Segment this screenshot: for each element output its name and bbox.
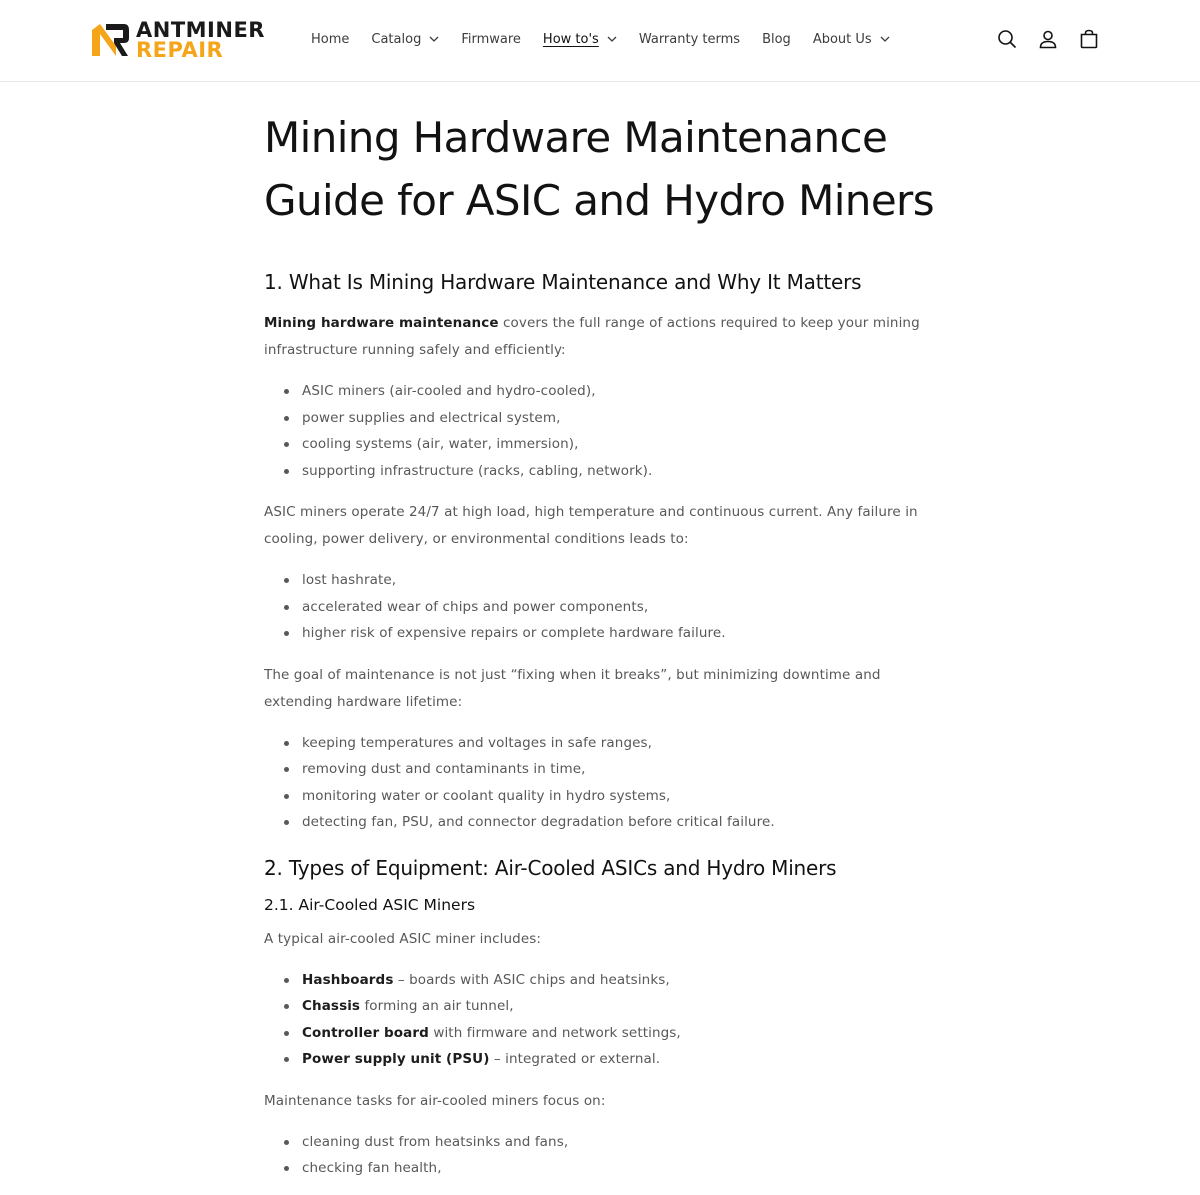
nav-firmware[interactable]	[461, 32, 521, 47]
account-icon	[1038, 29, 1058, 49]
search-icon	[997, 29, 1017, 49]
nav-home[interactable]	[311, 32, 349, 47]
paragraph: ASIC miners operate 24/7 at high load, high temperature and continuous current. Any failure in cooling, power delivery, or environmental conditions leads to:	[264, 504, 918, 547]
logo-text-bottom: REPAIR	[136, 38, 224, 62]
cart-icon	[1079, 29, 1099, 49]
paragraph	[264, 310, 944, 364]
bullet-list	[264, 378, 944, 484]
paragraph-text: covers the full range of actions required to keep your mining infrastructure running safely and efficiently:	[264, 315, 920, 358]
bold-term: Mining hardware maintenance	[264, 315, 499, 331]
list-item	[264, 1020, 944, 1047]
article	[264, 106, 944, 1182]
page-title-line2: Guide for ASIC and Hydro Miners	[264, 176, 935, 225]
paragraph: Maintenance tasks for air-cooled miners focus on:	[264, 1092, 606, 1109]
nav-about-us[interactable]	[813, 32, 890, 47]
list-item: supporting infrastructure (racks, cabling, network).	[264, 458, 944, 485]
account-button[interactable]	[1031, 22, 1065, 56]
bullet-list	[264, 1129, 944, 1182]
list-item-text: – boards with ASIC chips and heatsinks,	[393, 971, 670, 988]
nav-blog-label: Blog	[762, 31, 791, 47]
chevron-down-icon	[880, 36, 890, 42]
nav-how-tos-label: How to's	[542, 31, 599, 47]
list-item	[264, 993, 944, 1020]
bold-term: Hashboards	[302, 971, 394, 988]
bullet-list	[264, 567, 944, 647]
subsection-heading: 2.1. Air-Cooled ASIC Miners	[264, 895, 476, 914]
section-heading-2: 2. Types of Equipment: Air-Cooled ASICs and Hydro Miners	[264, 855, 837, 880]
list-item: lost hashrate,	[264, 567, 944, 594]
list-item-text: with firmware and network settings,	[428, 1024, 681, 1041]
paragraph: A typical air-cooled ASIC miner includes:	[264, 930, 542, 947]
nav-how-tos[interactable]	[543, 32, 617, 47]
nav-firmware-label: Firmware	[461, 31, 521, 47]
list-item: removing dust and contaminants in time,	[264, 756, 944, 783]
bold-term: Chassis	[302, 998, 361, 1014]
list-item	[264, 967, 944, 994]
nav-blog[interactable]	[762, 32, 791, 47]
site-logo[interactable]	[90, 20, 280, 60]
site-header	[0, 0, 1200, 82]
header-icons	[990, 22, 1113, 56]
bullet-list	[264, 730, 944, 836]
list-item-text: – integrated or external.	[489, 1051, 661, 1067]
list-item: checking fan health,	[264, 1155, 944, 1182]
section-heading-1: 1. What Is Mining Hardware Maintenance and Why It Matters	[264, 270, 862, 294]
list-item	[264, 1046, 944, 1073]
list-item: power supplies and electrical system,	[264, 405, 944, 432]
cart-button[interactable]	[1072, 22, 1106, 56]
search-button[interactable]	[990, 22, 1024, 56]
list-item: cooling systems (air, water, immersion),	[264, 431, 944, 458]
chevron-down-icon	[429, 36, 439, 42]
list-item: ASIC miners (air-cooled and hydro-cooled),	[264, 378, 944, 405]
nav-catalog[interactable]	[371, 32, 439, 47]
main-nav	[300, 28, 901, 50]
page-title	[264, 106, 944, 232]
nav-about-us-label: About Us	[812, 31, 872, 47]
list-item: accelerated wear of chips and power components,	[264, 594, 944, 621]
nav-warranty-terms-label: Warranty terms	[638, 31, 741, 47]
chevron-down-icon	[607, 36, 617, 42]
nav-catalog-label: Catalog	[371, 31, 422, 47]
list-item: higher risk of expensive repairs or complete hardware failure.	[264, 620, 944, 647]
logo-mark-icon	[90, 22, 130, 58]
list-item: monitoring water or coolant quality in hydro systems,	[264, 783, 944, 810]
bullet-list	[264, 967, 944, 1073]
list-item: keeping temperatures and voltages in safe ranges,	[264, 730, 944, 757]
list-item-text: forming an air tunnel,	[360, 998, 514, 1014]
bold-term: Power supply unit (PSU)	[302, 1051, 490, 1067]
bold-term: Controller board	[302, 1024, 429, 1041]
logo-text-top: ANTMINER	[136, 18, 265, 42]
nav-warranty-terms[interactable]	[639, 32, 740, 47]
page-title-line1: Mining Hardware Maintenance	[264, 113, 888, 162]
list-item: detecting fan, PSU, and connector degradation before critical failure.	[264, 809, 944, 836]
list-item: cleaning dust from heatsinks and fans,	[264, 1129, 944, 1156]
paragraph: The goal of maintenance is not just “fixing when it breaks”, but minimizing downtime and extending hardware lifetime:	[264, 666, 881, 710]
nav-home-label: Home	[311, 31, 350, 47]
